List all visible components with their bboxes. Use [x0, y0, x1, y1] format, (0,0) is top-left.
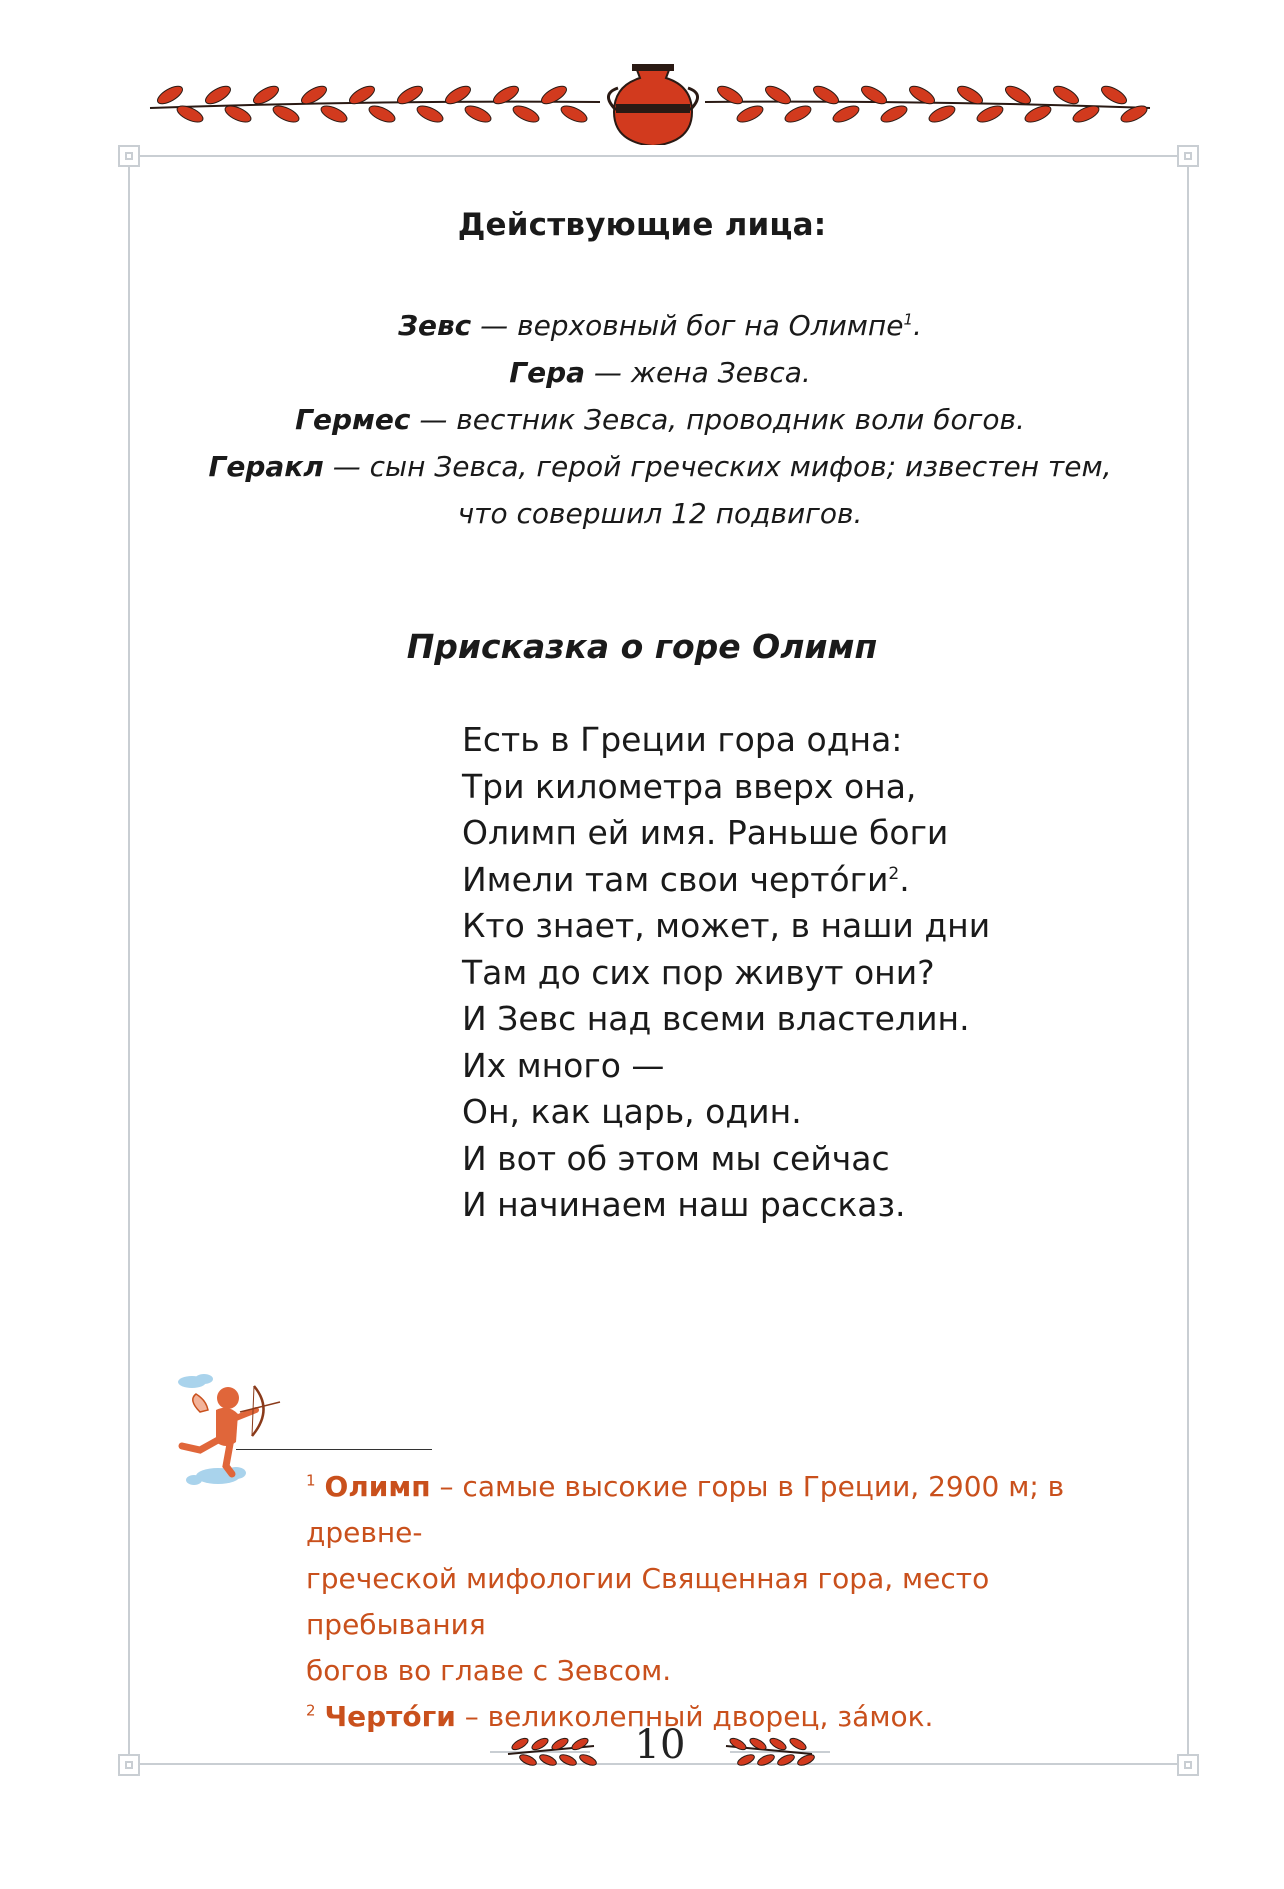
- poem-line: Есть в Греции гора одна:: [462, 720, 903, 759]
- laurel-leaf: [518, 1753, 538, 1768]
- footnotes: [306, 1464, 1166, 1740]
- laurel-leaf: [715, 83, 745, 107]
- laurel-leaf: [796, 1753, 816, 1768]
- cast-member-heracles: Геракл — сын Зевса, герой греческих мифов; известен тем,: [208, 450, 1112, 483]
- page-number: 10: [634, 1722, 686, 1768]
- poem-line: Их много —: [462, 1045, 665, 1085]
- frame-corner-bottom-left: [118, 1754, 140, 1776]
- laurel-leaf: [788, 1736, 808, 1752]
- laurel-leaf: [859, 83, 889, 107]
- cast-member-hera: Гера — жена Зевса.: [509, 356, 811, 389]
- footnote-1-line-2: греческой мифологии Священная гора, место пребывания: [306, 1562, 990, 1641]
- poem-line: Кто знает, может, в наши дни: [462, 906, 991, 945]
- laurel-leaf: [927, 103, 957, 126]
- laurel-leaf: [763, 83, 793, 107]
- poem-title: Присказка о горе Олимп: [406, 627, 878, 666]
- laurel-leaf: [559, 103, 589, 126]
- laurel-leaf: [1023, 103, 1053, 126]
- amphora-icon: [608, 64, 697, 145]
- laurel-leaf: [463, 103, 493, 126]
- laurel-leaf: [319, 103, 349, 126]
- laurel-leaf: [776, 1753, 796, 1768]
- footnote-1-line-3: богов во главе с Зевсом.: [306, 1654, 672, 1687]
- footnote-separator: [236, 1449, 432, 1450]
- poem-line: Олимп ей имя. Раньше боги: [462, 813, 949, 852]
- frame-corner-top-right: [1177, 145, 1199, 167]
- cast-member-hermes: Гермес — вестник Зевса, проводник воли богов.: [295, 403, 1025, 436]
- footnote-ref[interactable]: 1: [903, 310, 914, 329]
- laurel-leaf: [203, 83, 233, 107]
- laurel-leaf: [907, 83, 937, 107]
- laurel-leaf: [1099, 83, 1129, 107]
- cast-list: [180, 302, 1140, 537]
- cupid-archer-icon: [170, 1370, 290, 1490]
- laurel-leaf: [491, 83, 521, 107]
- cast-member-zeus: Зевс — верховный бог на Олимпе$^1$.: [398, 309, 922, 342]
- cast-member-heracles-continuation: что совершил 12 подвигов.: [457, 497, 863, 530]
- poem-line: Имели там свои чертóги$^2$.: [462, 859, 910, 899]
- cast-heading: Действующие лица:: [457, 207, 827, 243]
- laurel-leaf: [511, 103, 541, 126]
- left-laurel-branch: [150, 83, 600, 126]
- laurel-leaf: [879, 103, 909, 126]
- laurel-leaf: [558, 1753, 578, 1768]
- laurel-leaf: [395, 83, 425, 107]
- laurel-leaf: [831, 103, 861, 126]
- laurel-leaf: [539, 83, 569, 107]
- laurel-leaf: [415, 103, 445, 126]
- poem-line: Там до сих пор живут они?: [462, 952, 935, 992]
- laurel-leaf: [367, 103, 397, 126]
- laurel-leaf: [271, 103, 301, 126]
- laurel-leaf: [736, 1753, 756, 1768]
- laurel-leaf: [510, 1736, 530, 1752]
- poem-line: Три километра вверх она,: [462, 766, 917, 806]
- laurel-leaf: [756, 1753, 776, 1768]
- laurel-leaf: [1051, 83, 1081, 107]
- frame-corner-bottom-right: [1177, 1754, 1199, 1776]
- laurel-leaf: [1119, 103, 1149, 126]
- poem-line: И вот об этом мы сейчас: [462, 1138, 890, 1178]
- poem-line: Он, как царь, один.: [462, 1092, 802, 1131]
- laurel-leaf: [538, 1753, 558, 1768]
- frame-corner-top-left: [118, 145, 140, 167]
- laurel-leaf: [783, 103, 813, 126]
- poem: [462, 717, 990, 1229]
- laurel-leaf: [735, 103, 765, 126]
- right-laurel-branch: [705, 83, 1150, 126]
- poem-line: И Зевс над всеми властелин.: [462, 999, 970, 1038]
- top-laurel-ornament: [0, 50, 1284, 145]
- footnote-ref[interactable]: 2: [888, 863, 900, 884]
- laurel-leaf: [811, 83, 841, 107]
- poem-line: И начинаем наш рассказ.: [462, 1185, 906, 1224]
- laurel-leaf: [728, 1736, 748, 1752]
- footnote-1: $^1$ Олимп – самые высокие горы в Греции, 2900 м; в древне-: [306, 1470, 1065, 1549]
- laurel-leaf: [443, 83, 473, 107]
- laurel-leaf: [570, 1736, 590, 1752]
- laurel-leaf: [975, 103, 1005, 126]
- footnote-2: $^2$ Чертóги – великолепный дворец, зáмок.: [306, 1700, 934, 1733]
- laurel-leaf: [578, 1753, 598, 1768]
- laurel-leaf: [155, 83, 185, 107]
